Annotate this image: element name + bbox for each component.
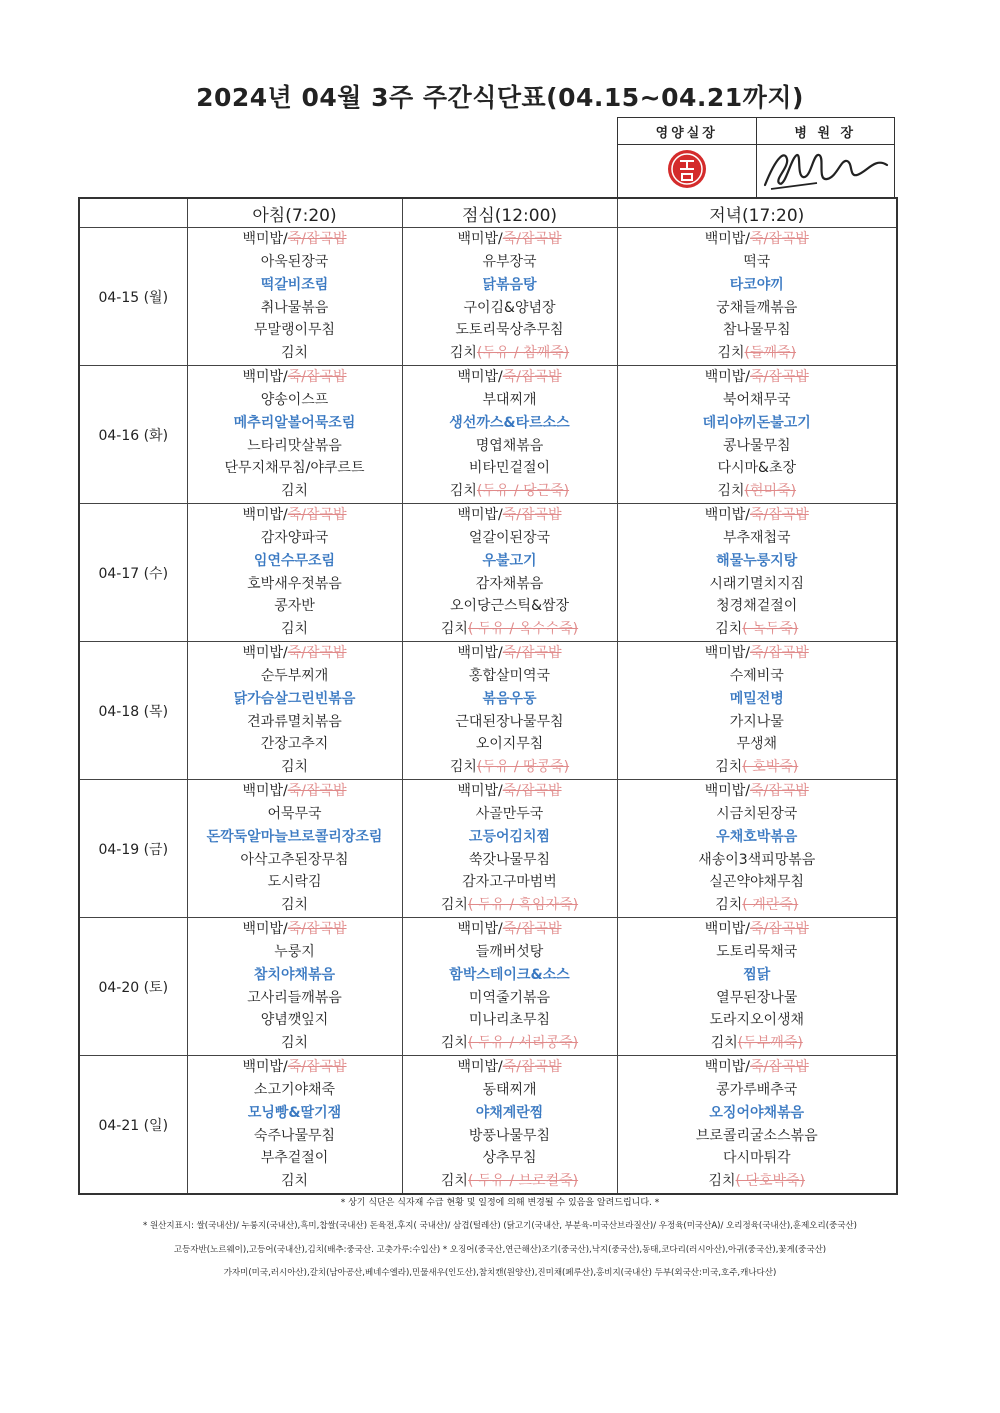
kimchi-item: 김치 <box>449 345 477 362</box>
rice-item: 백미밥/ <box>457 507 503 524</box>
kimchi-line <box>618 1170 897 1193</box>
breakfast-cell <box>187 228 402 366</box>
alt-rice-item: 죽/잡곡밥 <box>287 1059 347 1076</box>
rice-line <box>188 228 402 251</box>
day-date: 04-17 (수) <box>79 504 187 642</box>
breakfast-header: 아침(7:20) <box>187 198 402 228</box>
main-dish-item: 우불고기 <box>482 552 537 569</box>
porridge-item: (들깨죽) <box>744 345 797 362</box>
dietitian-label: 영양실장 <box>618 118 757 145</box>
main-dish-item: 데리야끼돈불고기 <box>702 414 811 431</box>
main-dish-item: 고등어김치찜 <box>468 828 551 845</box>
soup-item: 북어채무국 <box>722 391 791 408</box>
side-dish-item: 브로콜리굴소스볶음 <box>695 1127 818 1144</box>
dietitian-seal-cell <box>618 145 757 198</box>
side-dish-item: 느타리맛살볶음 <box>247 437 342 454</box>
alt-rice-item: 죽/잡곡밥 <box>502 783 562 800</box>
origin-line-3: 가자미(미국,러시아산),갈치(남아공산,베네수엘라),민물새우(인도산),참치캔(원양산),진미채(페루산),홍비지(국내산) 두부(외국산:미국,호주,캐나다산) <box>223 1268 777 1278</box>
main-dish-item: 생선까스&타르소스 <box>449 414 570 431</box>
dinner-cell <box>617 918 897 1056</box>
lunch-cell <box>402 366 617 504</box>
rice-line <box>188 780 402 803</box>
kimchi-line <box>188 894 402 917</box>
change-notice: * 상기 식단은 식자재 수급 현황 및 일정에 의해 변경될 수 있음을 알려드립니다. * <box>340 1198 660 1208</box>
rice-line <box>618 504 897 527</box>
rice-line <box>188 504 402 527</box>
alt-rice-item: 죽/잡곡밥 <box>749 369 809 386</box>
rice-item: 백미밥/ <box>457 369 503 386</box>
rice-line <box>403 1056 617 1079</box>
main-dish-item: 오징어야채볶음 <box>709 1104 805 1121</box>
breakfast-cell <box>187 780 402 918</box>
kimchi-item: 김치 <box>715 759 743 776</box>
side-dish-item: 견과류멸치볶음 <box>247 713 342 730</box>
rice-item: 백미밥/ <box>242 921 288 938</box>
side-dish-item: 참나물무침 <box>722 322 791 339</box>
porridge-item: (두유 / 당근죽) <box>476 483 570 500</box>
side-dish-item: 도시락김 <box>267 874 322 891</box>
alt-rice-item: 죽/잡곡밥 <box>502 921 562 938</box>
origin-line-1: * 원산지표시: 쌀(국내산)/ 누룽지(국내산),흑미,찹쌀(국내산) 돈육전,후지( 국내산)/ 삼겹(털레산) (닭고기(국내산, 부분육-미국산브라질산)/ 우정육(미국산A)/ 오리정육(국내산),훈제오리(중국산) <box>143 1221 857 1231</box>
alt-rice-item: 죽/잡곡밥 <box>749 231 809 248</box>
kimchi-line <box>618 1032 897 1055</box>
rice-item: 백미밥/ <box>242 783 288 800</box>
soup-item: 순두부찌개 <box>260 667 329 684</box>
alt-rice-item: 죽/잡곡밥 <box>749 921 809 938</box>
porridge-item: ( 두유 / 흑임자죽) <box>467 897 579 914</box>
rice-item: 백미밥/ <box>457 231 503 248</box>
side-dish-item: 도라지오이생채 <box>709 1012 805 1029</box>
soup-item: 부대찌개 <box>482 391 537 408</box>
day-date: 04-21 (일) <box>79 1056 187 1195</box>
side-dish-item: 실곤약야채무침 <box>709 874 805 891</box>
signature-icon <box>757 145 897 193</box>
alt-rice-item: 죽/잡곡밥 <box>502 231 562 248</box>
side-dish-item: 방풍나물무침 <box>468 1127 551 1144</box>
kimchi-item: 김치 <box>440 621 468 638</box>
rice-line <box>403 918 617 941</box>
rice-item: 백미밥/ <box>457 645 503 662</box>
kimchi-line <box>403 342 617 365</box>
side-dish-item: 청경채겉절이 <box>716 598 798 615</box>
page-title: 2024년 04월 3주 주간식단표(04.15~04.21까지) <box>196 83 804 112</box>
soup-item: 도토리묵채국 <box>716 943 798 960</box>
kimchi-line <box>188 342 402 365</box>
date-column-header <box>79 198 187 228</box>
kimchi-item: 김치 <box>708 1173 736 1190</box>
breakfast-cell <box>187 504 402 642</box>
rice-line <box>618 642 897 665</box>
day-date: 04-15 (월) <box>79 228 187 366</box>
rice-line <box>618 366 897 389</box>
rice-item: 백미밥/ <box>457 921 503 938</box>
alt-rice-item: 죽/잡곡밥 <box>287 231 347 248</box>
alt-rice-item: 죽/잡곡밥 <box>749 645 809 662</box>
alt-rice-item: 죽/잡곡밥 <box>287 921 347 938</box>
soup-item: 동태찌개 <box>482 1081 537 1098</box>
breakfast-cell <box>187 1056 402 1195</box>
rice-line <box>188 1056 402 1079</box>
soup-item: 양송이스프 <box>260 391 329 408</box>
rice-item: 백미밥/ <box>242 1059 288 1076</box>
porridge-item: (두부깨죽) <box>737 1035 803 1052</box>
rice-item: 백미밥/ <box>704 1059 750 1076</box>
dinner-cell <box>617 642 897 780</box>
main-dish-item: 타코야끼 <box>729 276 784 293</box>
soup-item: 수제비국 <box>729 667 784 684</box>
breakfast-cell <box>187 918 402 1056</box>
side-dish-item: 콩나물무침 <box>722 437 791 454</box>
rice-line <box>403 642 617 665</box>
approval-box <box>617 117 895 198</box>
side-dish-item: 미역줄기볶음 <box>468 989 551 1006</box>
alt-rice-item: 죽/잡곡밥 <box>502 1059 562 1076</box>
day-date: 04-18 (목) <box>79 642 187 780</box>
rice-line <box>403 366 617 389</box>
alt-rice-item: 죽/잡곡밥 <box>749 1059 809 1076</box>
kimchi-line <box>403 618 617 641</box>
main-dish-item: 임연수무조림 <box>253 552 336 569</box>
kimchi-item: 김치 <box>440 1173 468 1190</box>
kimchi-line <box>403 480 617 503</box>
soup-item: 아욱된장국 <box>260 253 329 270</box>
alt-rice-item: 죽/잡곡밥 <box>502 507 562 524</box>
lunch-cell <box>402 918 617 1056</box>
dinner-cell <box>617 780 897 918</box>
kimchi-item: 김치 <box>280 897 309 914</box>
rice-item: 백미밥/ <box>704 231 750 248</box>
menu-body <box>79 228 897 1195</box>
soup-item: 시금치된장국 <box>716 805 798 822</box>
main-dish-item: 참치야채볶음 <box>253 966 336 983</box>
porridge-item: ( 호박죽) <box>742 759 799 776</box>
porridge-item: ( 녹두죽) <box>742 621 799 638</box>
kimchi-line <box>618 342 897 365</box>
soup-item: 홍합살미역국 <box>468 667 551 684</box>
soup-item: 어묵무국 <box>267 805 322 822</box>
main-dish-item: 메밀전병 <box>729 690 784 707</box>
main-dish-item: 닭가슴살그린빈볶음 <box>233 690 356 707</box>
kimchi-item: 김치 <box>715 897 743 914</box>
soup-item: 사골만두국 <box>475 805 544 822</box>
rice-line <box>618 780 897 803</box>
day-date: 04-19 (금) <box>79 780 187 918</box>
kimchi-line <box>618 480 897 503</box>
side-dish-item: 무생채 <box>736 736 778 753</box>
day-row <box>79 642 897 780</box>
day-row <box>79 504 897 642</box>
rice-item: 백미밥/ <box>704 921 750 938</box>
main-dish-item: 떡갈비조림 <box>260 276 329 293</box>
kimchi-item: 김치 <box>280 1035 309 1052</box>
porridge-item: (두유 / 참깨죽) <box>476 345 570 362</box>
day-row <box>79 780 897 918</box>
rice-item: 백미밥/ <box>242 507 288 524</box>
director-label: 병 원 장 <box>756 118 895 145</box>
rice-item: 백미밥/ <box>704 507 750 524</box>
main-dish-item: 볶음우동 <box>482 690 537 707</box>
soup-item: 누룽지 <box>274 943 315 960</box>
side-dish-item: 간장고추지 <box>260 736 329 753</box>
side-dish-item: 가지나물 <box>729 713 784 730</box>
seal-stamp-icon <box>664 146 710 192</box>
side-dish-item: 호박새우젓볶음 <box>247 575 342 592</box>
kimchi-line <box>188 756 402 779</box>
soup-item: 얼갈이된장국 <box>468 529 551 546</box>
rice-item: 백미밥/ <box>242 231 288 248</box>
rice-line <box>618 918 897 941</box>
alt-rice-item: 죽/잡곡밥 <box>287 507 347 524</box>
lunch-cell <box>402 780 617 918</box>
kimchi-line <box>403 894 617 917</box>
kimchi-item: 김치 <box>280 483 309 500</box>
side-dish-item: 구이김&양념장 <box>463 299 556 316</box>
kimchi-item: 김치 <box>280 621 309 638</box>
side-dish-item: 열무된장나물 <box>716 989 798 1006</box>
side-dish-item: 새송이3색피망볶음 <box>698 851 816 868</box>
soup-item: 떡국 <box>743 253 771 270</box>
day-row <box>79 918 897 1056</box>
alt-rice-item: 죽/잡곡밥 <box>749 507 809 524</box>
kimchi-line <box>188 1170 402 1193</box>
origin-line-2: 고등자반(노르웨이),고등어(국내산),김치(배추:중국산. 고춧가루:수입산) * 오징어(중국산,연근해산)조기(중국산),낙지(중국산),동태,코다리(러시아산),아귀(중국산),꽃게(중국산) <box>173 1245 827 1255</box>
kimchi-item: 김치 <box>449 483 477 500</box>
side-dish-item: 오이지무침 <box>475 736 544 753</box>
rice-item: 백미밥/ <box>704 645 750 662</box>
dinner-header: 저녁(17:20) <box>617 198 897 228</box>
kimchi-item: 김치 <box>280 759 309 776</box>
kimchi-item: 김치 <box>280 345 309 362</box>
side-dish-item: 다시마튀각 <box>722 1150 791 1167</box>
rice-item: 백미밥/ <box>242 369 288 386</box>
kimchi-line <box>188 618 402 641</box>
kimchi-line <box>618 756 897 779</box>
kimchi-item: 김치 <box>440 897 468 914</box>
kimchi-item: 김치 <box>717 345 745 362</box>
alt-rice-item: 죽/잡곡밥 <box>502 645 562 662</box>
lunch-header: 점심(12:00) <box>402 198 617 228</box>
side-dish-item: 아삭고추된장무침 <box>240 851 349 868</box>
kimchi-item: 김치 <box>280 1173 309 1190</box>
porridge-item: ( 단호박죽) <box>735 1173 806 1190</box>
porridge-item: (현미죽) <box>744 483 797 500</box>
kimchi-line <box>188 480 402 503</box>
kimchi-item: 김치 <box>715 621 743 638</box>
breakfast-cell <box>187 366 402 504</box>
kimchi-line <box>403 1032 617 1055</box>
alt-rice-item: 죽/잡곡밥 <box>749 783 809 800</box>
rice-item: 백미밥/ <box>704 369 750 386</box>
lunch-cell <box>402 228 617 366</box>
day-date: 04-16 (화) <box>79 366 187 504</box>
soup-item: 소고기야채죽 <box>253 1081 336 1098</box>
rice-line <box>188 918 402 941</box>
alt-rice-item: 죽/잡곡밥 <box>287 645 347 662</box>
side-dish-item: 근대된장나물무침 <box>455 713 564 730</box>
rice-item: 백미밥/ <box>242 645 288 662</box>
kimchi-item: 김치 <box>717 483 745 500</box>
main-dish-item: 메추리알볼어묵조림 <box>233 414 356 431</box>
rice-line <box>618 1056 897 1079</box>
day-row <box>79 228 897 366</box>
main-dish-item: 모닝빵&딸기잼 <box>247 1104 342 1121</box>
main-dish-item: 닭볶음탕 <box>482 276 537 293</box>
lunch-cell <box>402 504 617 642</box>
side-dish-item: 다시마&초장 <box>717 460 797 477</box>
soup-item: 감자양파국 <box>260 529 329 546</box>
side-dish-item: 비타민겉절이 <box>468 460 551 477</box>
porridge-item: ( 두유 / 브로컬죽) <box>467 1173 579 1190</box>
rice-line <box>403 228 617 251</box>
rice-line <box>188 642 402 665</box>
side-dish-item: 취나물볶음 <box>260 299 329 316</box>
side-dish-item: 상추무침 <box>482 1150 537 1167</box>
kimchi-item: 김치 <box>449 759 477 776</box>
rice-item: 백미밥/ <box>457 1059 503 1076</box>
dinner-cell <box>617 366 897 504</box>
soup-item: 콩가루배추국 <box>716 1081 798 1098</box>
rice-line <box>403 504 617 527</box>
side-dish-item: 쑥갓나물무침 <box>468 851 551 868</box>
side-dish-item: 도토리묵상추무침 <box>455 322 564 339</box>
director-signature-cell <box>756 145 895 198</box>
side-dish-item: 콩자반 <box>274 598 315 615</box>
main-dish-item: 해물누룽지탕 <box>716 552 798 569</box>
main-dish-item: 찜닭 <box>743 966 771 983</box>
side-dish-item: 감자채볶음 <box>475 575 544 592</box>
side-dish-item: 부추겉절이 <box>260 1150 329 1167</box>
rice-line <box>188 366 402 389</box>
side-dish-item: 궁채들깨볶음 <box>716 299 798 316</box>
side-dish-item: 시래기멸치지짐 <box>709 575 805 592</box>
side-dish-item: 양념깻잎지 <box>260 1012 329 1029</box>
main-dish-item: 돈깍둑알마늘브로콜리장조림 <box>206 828 383 845</box>
side-dish-item: 단무지채무침/야쿠르트 <box>224 460 365 477</box>
rice-line <box>618 228 897 251</box>
kimchi-item: 김치 <box>710 1035 738 1052</box>
breakfast-cell <box>187 642 402 780</box>
day-row <box>79 1056 897 1195</box>
alt-rice-item: 죽/잡곡밥 <box>287 369 347 386</box>
porridge-item: (두유 / 땅콩죽) <box>476 759 570 776</box>
kimchi-line <box>618 894 897 917</box>
alt-rice-item: 죽/잡곡밥 <box>502 369 562 386</box>
kimchi-line <box>403 1170 617 1193</box>
lunch-cell <box>402 1056 617 1195</box>
soup-item: 들깨버섯탕 <box>475 943 544 960</box>
day-row <box>79 366 897 504</box>
dinner-cell <box>617 228 897 366</box>
kimchi-line <box>403 756 617 779</box>
dinner-cell <box>617 1056 897 1195</box>
main-dish-item: 함박스테이크&소스 <box>449 966 570 983</box>
soup-item: 유부장국 <box>482 253 537 270</box>
side-dish-item: 미나리초무침 <box>468 1012 551 1029</box>
alt-rice-item: 죽/잡곡밥 <box>287 783 347 800</box>
rice-item: 백미밥/ <box>457 783 503 800</box>
rice-line <box>403 780 617 803</box>
side-dish-item: 숙주나물무침 <box>253 1127 336 1144</box>
side-dish-item: 무말랭이무침 <box>253 322 336 339</box>
dinner-cell <box>617 504 897 642</box>
main-dish-item: 야채계란찜 <box>475 1104 544 1121</box>
main-dish-item: 우채호박볶음 <box>716 828 798 845</box>
kimchi-item: 김치 <box>440 1035 468 1052</box>
day-date: 04-20 (토) <box>79 918 187 1056</box>
side-dish-item: 고사리들깨볶음 <box>247 989 342 1006</box>
side-dish-item: 명엽채볶음 <box>475 437 544 454</box>
porridge-item: ( 두유 / 옥수수죽) <box>467 621 579 638</box>
lunch-cell <box>402 642 617 780</box>
kimchi-line <box>188 1032 402 1055</box>
rice-item: 백미밥/ <box>704 783 750 800</box>
porridge-item: ( 계란죽) <box>742 897 799 914</box>
porridge-item: ( 두유 / 서리콩죽) <box>467 1035 579 1052</box>
weekly-menu-table <box>78 197 898 1195</box>
side-dish-item: 감자고구마범벅 <box>462 874 557 891</box>
side-dish-item: 오이당근스틱&쌈장 <box>449 598 570 615</box>
soup-item: 부추재첩국 <box>722 529 791 546</box>
kimchi-line <box>618 618 897 641</box>
